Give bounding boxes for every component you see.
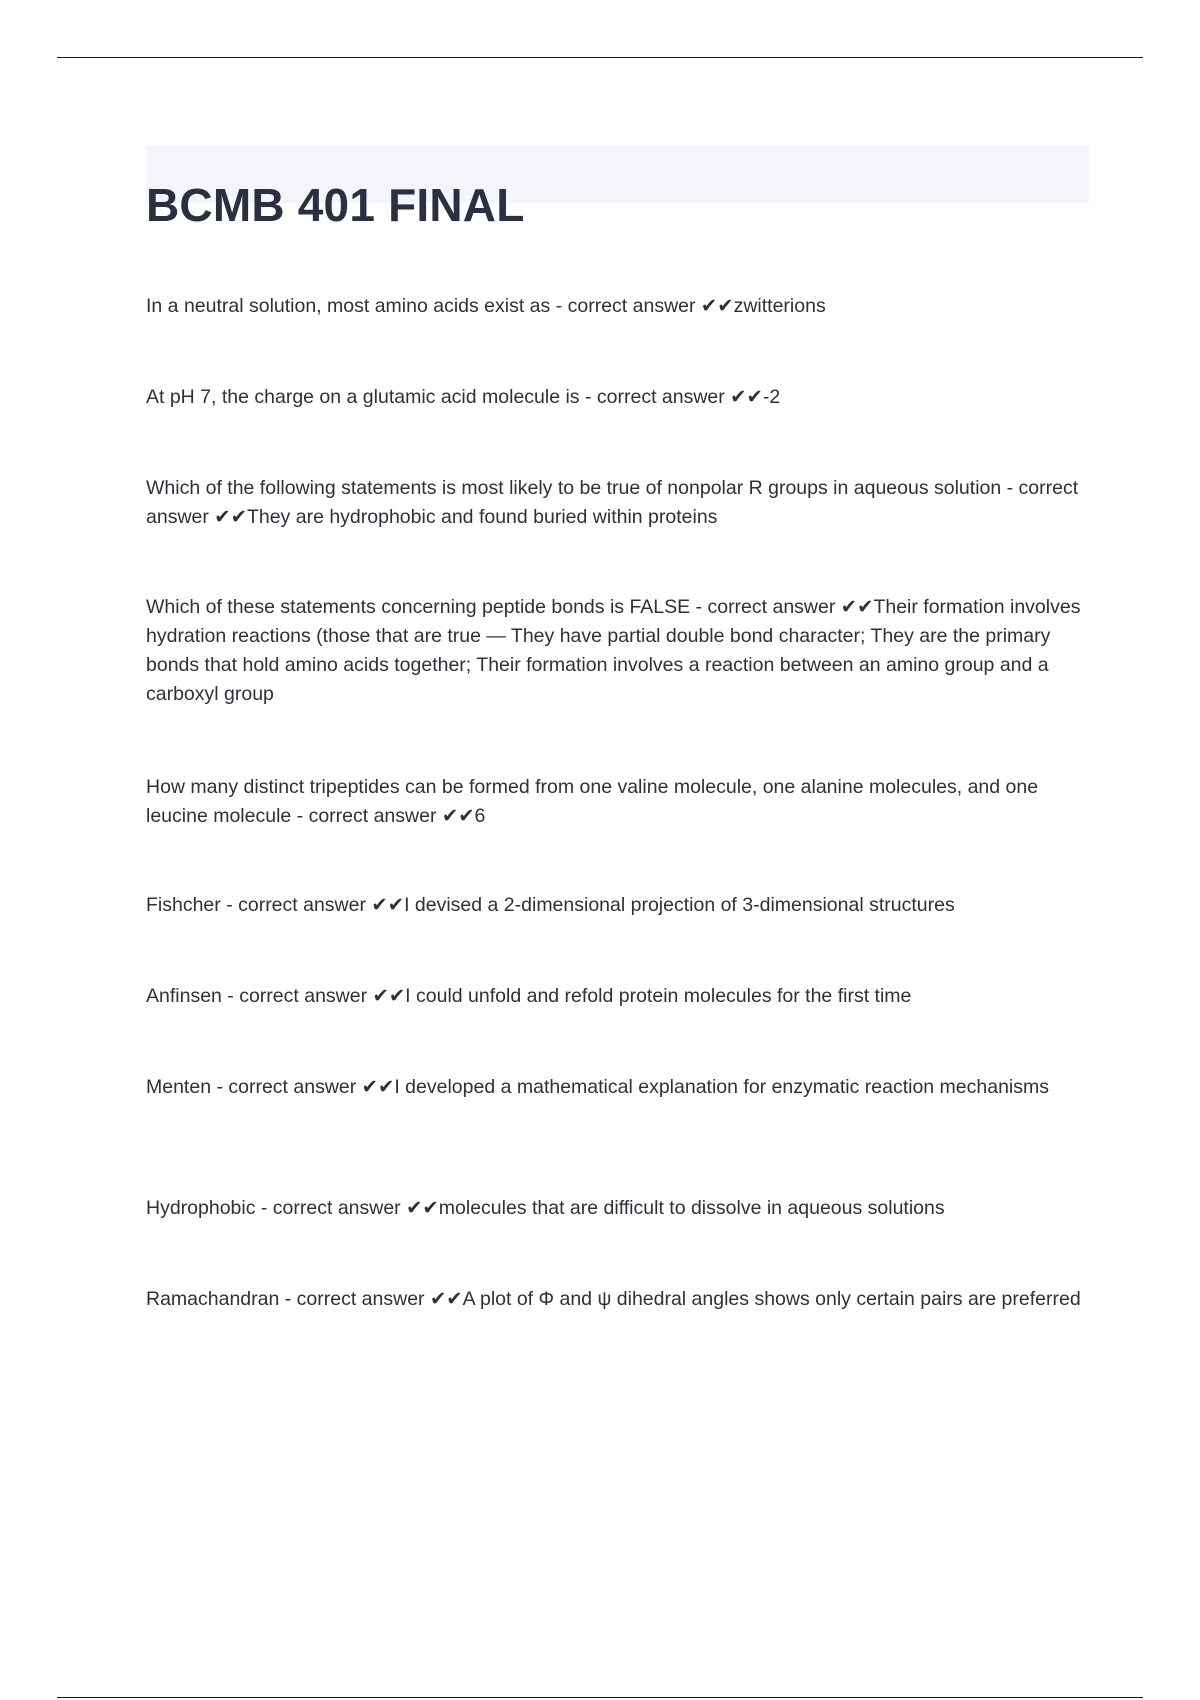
qa-item-1: In a neutral solution, most amino acids exist as - correct answer ✔✔zwitterions <box>146 295 826 317</box>
qa-item-10: Ramachandran - correct answer ✔✔A plot of Φ and ψ dihedral angles shows only certain pairs are preferred <box>146 1288 1081 1310</box>
qa-item-7: Anfinsen - correct answer ✔✔I could unfold and refold protein molecules for the first time <box>146 985 912 1007</box>
qa-item-2: At pH 7, the charge on a glutamic acid molecule is - correct answer ✔✔-2 <box>146 386 781 408</box>
qa-item-5: How many distinct tripeptides can be formed from one valine molecule, one alanine molecules, and one leucine molecule - correct answer ✔✔6 <box>146 776 1039 827</box>
qa-item-3: Which of the following statements is most likely to be true of nonpolar R groups in aqueous solution - correct answer ✔✔They are hydrophobic and found buried within proteins <box>146 477 1079 528</box>
qa-item-6: Fishcher - correct answer ✔✔I devised a 2-dimensional projection of 3-dimensional structures <box>146 894 955 916</box>
qa-item-8: Menten - correct answer ✔✔I developed a mathematical explanation for enzymatic reaction mechanisms <box>146 1076 1050 1098</box>
bottom-rule <box>57 1697 1143 1698</box>
qa-item-4: Which of these statements concerning peptide bonds is FALSE - correct answer ✔✔Their formation involves hydration reactions (those that are true — They have partial double bond character; They are the primary bonds that hold amino acids together; Their formation involves a reaction between an amino group and a carboxyl group <box>146 596 1081 705</box>
document-title: BCMB 401 FINAL <box>146 178 525 231</box>
top-rule <box>57 57 1143 58</box>
qa-item-9: Hydrophobic - correct answer ✔✔molecules that are difficult to dissolve in aqueous solutions <box>146 1197 945 1219</box>
